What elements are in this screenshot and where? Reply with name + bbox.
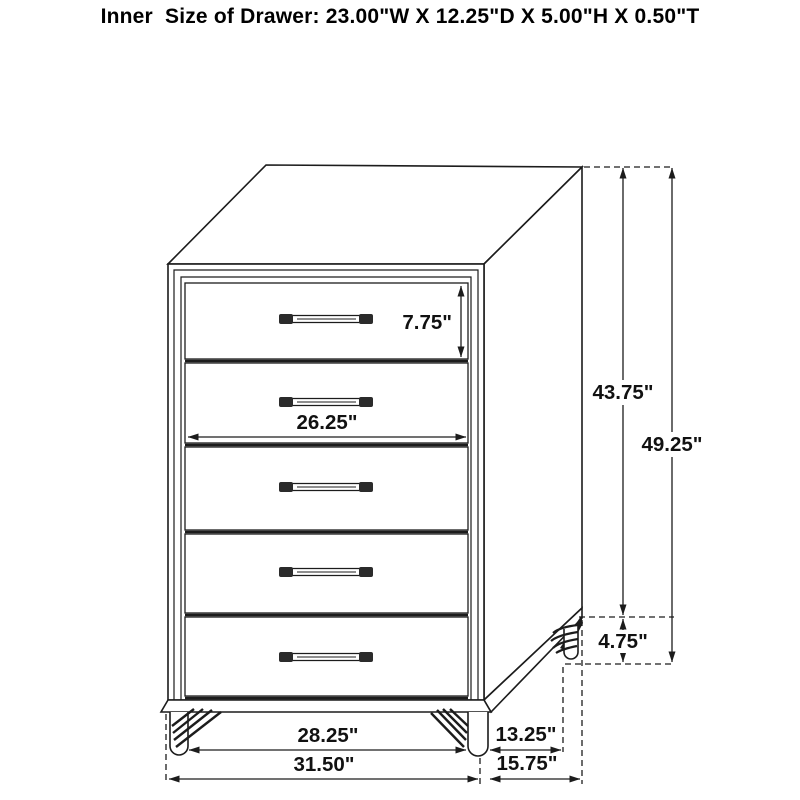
dim-leg-height — [594, 619, 653, 662]
dim-label-case-height: 43.75" — [592, 381, 654, 404]
dim-label-overall-width: 31.50" — [293, 753, 355, 776]
dim-overall-depth — [490, 752, 580, 779]
drawer-1-handle — [279, 314, 373, 324]
dim-label-drawer-front-width: 26.25" — [296, 411, 358, 434]
dim-overall-width — [169, 753, 478, 779]
chest — [161, 165, 583, 756]
dim-overall-height — [637, 168, 707, 662]
dim-label-overall-depth: 15.75" — [496, 752, 558, 775]
dim-front-leg-spacing — [189, 724, 466, 750]
dim-case-height — [588, 168, 658, 615]
drawer-5-handle — [279, 652, 373, 662]
dim-side-leg-spacing — [490, 723, 561, 750]
diagram-title: Inner Size of Drawer: 23.00"W X 12.25"D X 5.00"H X 0.50"T — [100, 5, 700, 28]
front-left-leg — [170, 709, 221, 755]
drawer-4-handle — [279, 567, 373, 577]
dim-label-leg-height: 4.75" — [598, 630, 648, 653]
drawer-2-handle — [279, 397, 373, 407]
dim-label-overall-height: 49.25" — [641, 433, 703, 456]
drawer-3-handle — [279, 482, 373, 492]
dim-label-side-leg-spacing: 13.25" — [495, 723, 557, 746]
front-right-leg — [431, 709, 488, 756]
dim-label-drawer-front-height: 7.75" — [402, 311, 452, 334]
dim-label-front-leg-spacing: 28.25" — [297, 724, 359, 747]
